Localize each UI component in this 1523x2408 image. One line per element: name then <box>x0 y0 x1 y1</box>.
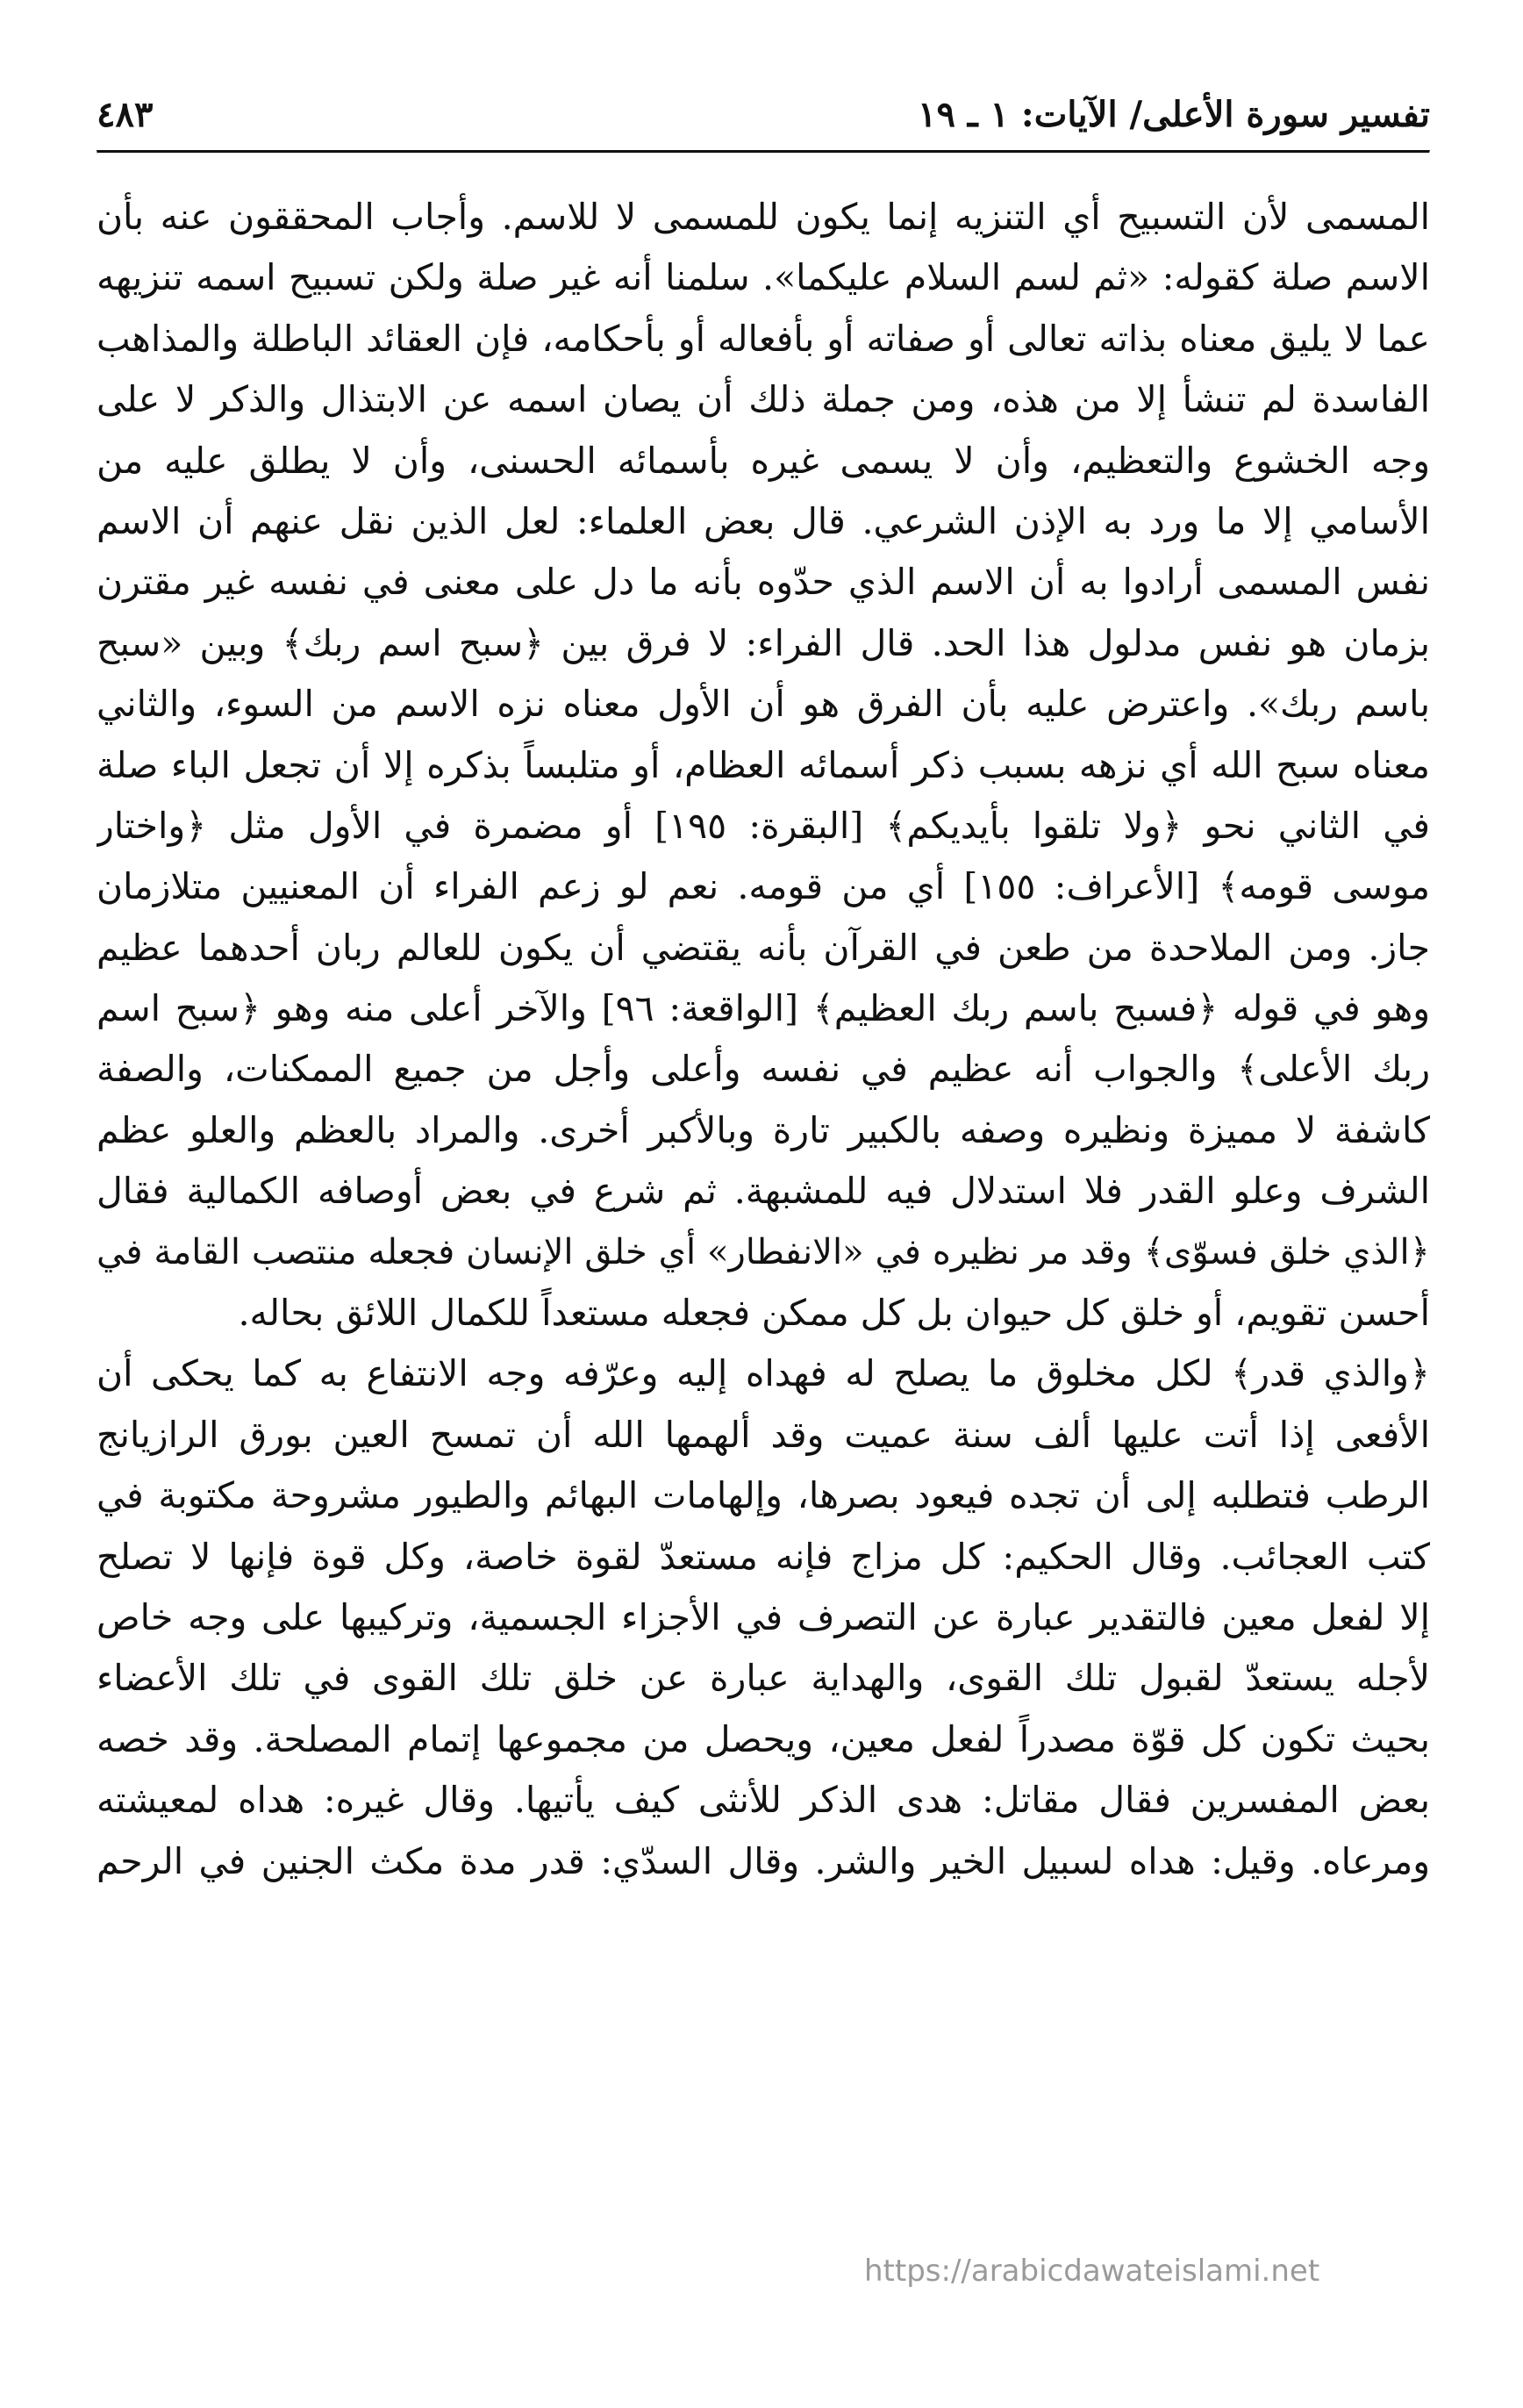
book-page <box>97 83 1430 2365</box>
text-line: أحسن تقويم، أو خلق كل حيوان بل كل ممكن فجعله مستعداً للكمال اللائق بحاله. <box>238 1292 1430 1335</box>
text-line: بحيث تكون كل قوّة مصدراً لفعل معين، ويحصل من مجموعها إتمام المصلحة. وقد خصه <box>97 1717 1430 1760</box>
text-line: إلا لفعل معين فالتقدير عبارة عن التصرف في الأجزاء الجسمية، وتركيبها على وجه خاص <box>97 1595 1430 1638</box>
text-line: ﴿والذي قدر﴾ لكل مخلوق ما يصلح له فهداه إليه وعرّفه وجه الانتفاع به كما يحكى أن <box>97 1352 1430 1395</box>
text-line: باسم ربك». واعترض عليه بأن الفرق هو أن الأول معناه نزه الاسم من السوء، والثاني <box>97 683 1430 726</box>
text-line: المسمى لأن التسبيح أي التنزيه إنما يكون للمسمى لا للاسم. وأجاب المحققون عنه بأن <box>97 196 1430 238</box>
text-line: كتب العجائب. وقال الحكيم: كل مزاج فإنه مستعدّ لقوة خاصة، وكل قوة فإنها لا تصلح <box>97 1535 1430 1578</box>
text-line: الأسامي إلا ما ورد به الإذن الشرعي. قال بعض العلماء: لعل الذين نقل عنهم أن الاسم <box>97 499 1430 542</box>
watermark-url: https://arabicdawateislami.net <box>864 2254 1320 2289</box>
running-header <box>97 83 1430 145</box>
text-line: جاز. ومن الملاحدة من طعن في القرآن بأنه يقتضي أن يكون للعالم ربان أحدهما عظيم <box>97 926 1430 969</box>
running-header-title: تفسير سورة الأعلى/ الآيات: ١ ـ ١٩ <box>917 93 1430 135</box>
text-line: وجه الخشوع والتعظيم، وأن لا يسمى غيره بأسمائه الحسنى، وأن لا يطلق عليه من <box>97 439 1430 482</box>
text-line: بعض المفسرين فقال مقاتل: هدى الذكر للأنثى كيف يأتيها. وقال غيره: هداه لمعيشته <box>97 1779 1430 1822</box>
page-number: ٤٨٣ <box>97 93 154 135</box>
body-text <box>97 187 1430 1892</box>
text-line: الفاسدة لم تنشأ إلا من هذه، ومن جملة ذلك أن يصان اسمه عن الابتذال والذكر لا على <box>97 378 1430 421</box>
text-line: لأجله يستعدّ لقبول تلك القوى، والهداية عبارة عن خلق تلك القوى في تلك الأعضاء <box>97 1657 1430 1700</box>
text-line: معناه سبح الله أي نزهه بسبب ذكر أسمائه العظام، أو متلبساً بذكره إلا أن تجعل الباء صلة <box>97 743 1430 786</box>
text-line: كاشفة لا مميزة ونظيره وصفه بالكبير تارة وبالأكبر أخرى. والمراد بالعظم والعلو عظم <box>97 1108 1430 1151</box>
text-line: عما لا يليق معناه بذاته تعالى أو صفاته أو بأفعاله أو بأحكامه، فإن العقائد الباطلة والمذاهب <box>97 317 1430 360</box>
text-line: الاسم صلة كقوله: «ثم لسم السلام عليكما». سلمنا أنه غير صلة ولكن تسبيح اسمه تنزيهه <box>97 256 1430 299</box>
text-line: نفس المسمى أرادوا به أن الاسم الذي حدّوه بأنه ما دل على معنى في نفسه غير مقترن <box>97 561 1430 604</box>
text-line: ومرعاه. وقيل: هداه لسبيل الخير والشر. وقال السدّي: قدر مدة مكث الجنين في الرحم <box>97 1839 1430 1882</box>
text-line: الرطب فتطلبه إلى أن تجده فيعود بصرها، وإلهامات البهائم والطيور مشروحة مكتوبة في <box>97 1474 1430 1517</box>
header-rule <box>97 150 1430 154</box>
text-line: ﴿الذي خلق فسوّى﴾ وقد مر نظيره في «الانفطار» أي خلق الإنسان فجعله منتصب القامة في <box>97 1231 1430 1272</box>
text-line: بزمان هو نفس مدلول هذا الحد. قال الفراء: لا فرق بين ﴿سبح اسم ربك﴾ وبين «سبح <box>97 621 1430 664</box>
text-line: ربك الأعلى﴾ والجواب أنه عظيم في نفسه وأعلى وأجل من جميع الممكنات، والصفة <box>97 1048 1430 1091</box>
text-line: الشرف وعلو القدر فلا استدلال فيه للمشبهة. ثم شرع في بعض أوصافه الكمالية فقال <box>97 1170 1430 1213</box>
text-line: موسى قومه﴾ [الأعراف: ١٥٥] أي من قومه. نعم لو زعم الفراء أن المعنيين متلازمان <box>97 865 1430 908</box>
text-line: وهو في قوله ﴿فسبح باسم ربك العظيم﴾ [الواقعة: ٩٦] والآخر أعلى منه وهو ﴿سبح اسم <box>97 987 1430 1030</box>
text-line: في الثاني نحو ﴿ولا تلقوا بأيديكم﴾ [البقرة: ١٩٥] أو مضمرة في الأول مثل ﴿واختار <box>97 804 1430 847</box>
text-line: الأفعى إذا أتت عليها ألف سنة عميت وقد ألهمها الله أن تمسح العين بورق الرازيانج <box>97 1413 1430 1456</box>
